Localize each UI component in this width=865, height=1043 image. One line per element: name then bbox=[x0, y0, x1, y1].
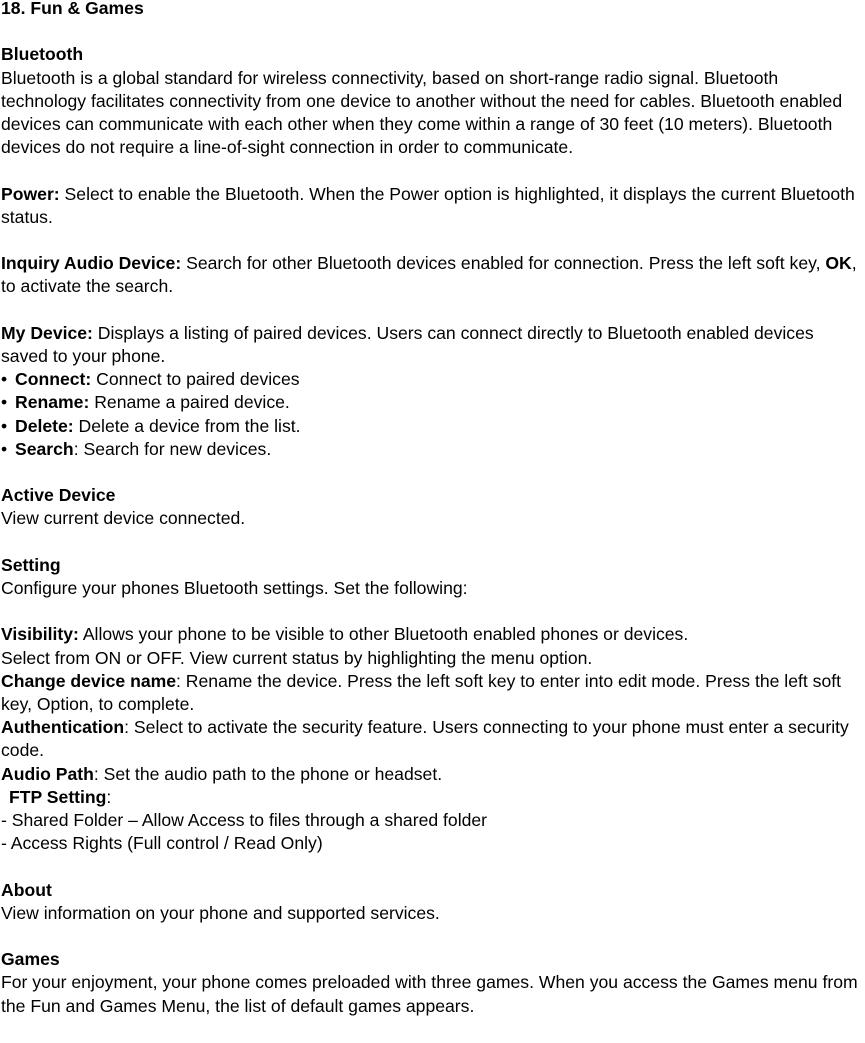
ftp-paragraph bbox=[1, 786, 865, 809]
audio-path-text: : Set the audio path to the phone or headset. bbox=[93, 763, 443, 784]
bullet-icon: • bbox=[1, 415, 8, 436]
ftp-line-shared-folder: - Shared Folder – Allow Access to files through a shared folder bbox=[1, 810, 488, 830]
ftp-line-access-rights: - Access Rights (Full control / Read Only) bbox=[1, 833, 323, 854]
about-text: View information on your phone and supported services. bbox=[1, 902, 440, 923]
visibility-text: Allows your phone to be visible to other Bluetooth enabled phones or devices. bbox=[78, 624, 689, 645]
bullet-label: Search bbox=[15, 438, 74, 459]
auth-text: : Select to activate the security feature. Users connecting to your phone must enter a security code. bbox=[1, 717, 849, 761]
bullet-label: Rename: bbox=[15, 392, 90, 413]
auth-label: Authentication bbox=[1, 717, 125, 738]
audio-path-label: Audio Path bbox=[1, 763, 94, 784]
mydevice-paragraph bbox=[1, 322, 865, 368]
inquiry-ok: OK bbox=[825, 253, 852, 274]
spacer bbox=[1, 20, 865, 43]
spacer bbox=[1, 461, 865, 484]
bullet-text: : Search for new devices. bbox=[73, 438, 272, 459]
section-title: 18. Fun & Games bbox=[1, 0, 144, 18]
change-name-label: Change device name bbox=[1, 670, 177, 691]
inquiry-text: Search for other Bluetooth devices enabled for connection. Press the left soft key, bbox=[181, 253, 826, 274]
bullet-item-rename bbox=[1, 391, 865, 414]
spacer bbox=[1, 299, 865, 322]
visibility-text-2: Select from ON or OFF. View current status by highlighting the menu option. bbox=[1, 647, 593, 668]
spacer bbox=[1, 229, 865, 252]
mydevice-text: Displays a listing of paired devices. Users can connect directly to Bluetooth enabled devices saved to your phone. bbox=[1, 322, 814, 366]
mydevice-label: My Device: bbox=[1, 322, 93, 343]
bullet-text: Delete a device from the list. bbox=[73, 415, 301, 436]
spacer bbox=[1, 925, 865, 948]
bullet-text: Connect to paired devices bbox=[91, 369, 300, 390]
active-device-heading: Active Device bbox=[1, 485, 116, 506]
bullet-label: Delete: bbox=[15, 415, 74, 436]
bullet-label: Connect: bbox=[15, 369, 92, 390]
spacer bbox=[1, 600, 865, 623]
bluetooth-heading: Bluetooth bbox=[1, 44, 84, 65]
auth-paragraph bbox=[1, 716, 865, 762]
inquiry-paragraph bbox=[1, 252, 865, 298]
games-text: For your enjoyment, your phone comes preloaded with three games. When you access the Games menu from the Fun and Games Menu, the list of default games appears. bbox=[1, 972, 858, 1016]
change-name-text: : Rename the device. Press the left soft key to enter into edit mode. Press the left soft key, Option, to complete. bbox=[1, 670, 842, 714]
inquiry-text-end: , to activate the search. bbox=[1, 253, 857, 297]
bullet-icon: • bbox=[1, 392, 8, 413]
visibility-label: Visibility: bbox=[1, 624, 79, 645]
setting-heading: Setting bbox=[1, 554, 61, 575]
games-heading: Games bbox=[1, 949, 60, 970]
bullet-icon: • bbox=[1, 438, 8, 459]
audio-path-paragraph bbox=[1, 763, 865, 786]
bullet-item-search bbox=[1, 438, 865, 461]
ftp-text: : bbox=[106, 786, 112, 807]
power-label: Power: bbox=[1, 183, 60, 204]
change-name-paragraph bbox=[1, 670, 865, 716]
bullet-item-connect bbox=[1, 368, 865, 391]
bullet-text: Rename a paired device. bbox=[89, 392, 290, 413]
about-heading: About bbox=[1, 879, 52, 900]
active-device-text: View current device connected. bbox=[1, 508, 246, 529]
bullet-item-delete bbox=[1, 415, 865, 438]
bluetooth-intro: Bluetooth is a global standard for wireless connectivity, based on short-range radio signal. Bluetooth technology facilitates connectivity from one device to another without the need for cables. Bluetooth enabled devices can communicate with each other when they come within a range of 30 feet (10 meters). Bluetooth devices do not require a line-of-sight connection in order to communicate. bbox=[1, 67, 843, 158]
power-text: Select to enable the Bluetooth. When the Power option is highlighted, it displays the current Bluetooth status. bbox=[1, 183, 855, 227]
spacer bbox=[1, 855, 865, 878]
visibility-paragraph bbox=[1, 623, 865, 646]
spacer bbox=[1, 531, 865, 554]
inquiry-label: Inquiry Audio Device: bbox=[1, 253, 182, 274]
ftp-label: FTP Setting bbox=[9, 786, 107, 807]
power-paragraph bbox=[1, 183, 865, 229]
spacer bbox=[1, 159, 865, 182]
bullet-icon: • bbox=[1, 369, 8, 390]
setting-text: Configure your phones Bluetooth settings. Set the following: bbox=[1, 577, 468, 598]
